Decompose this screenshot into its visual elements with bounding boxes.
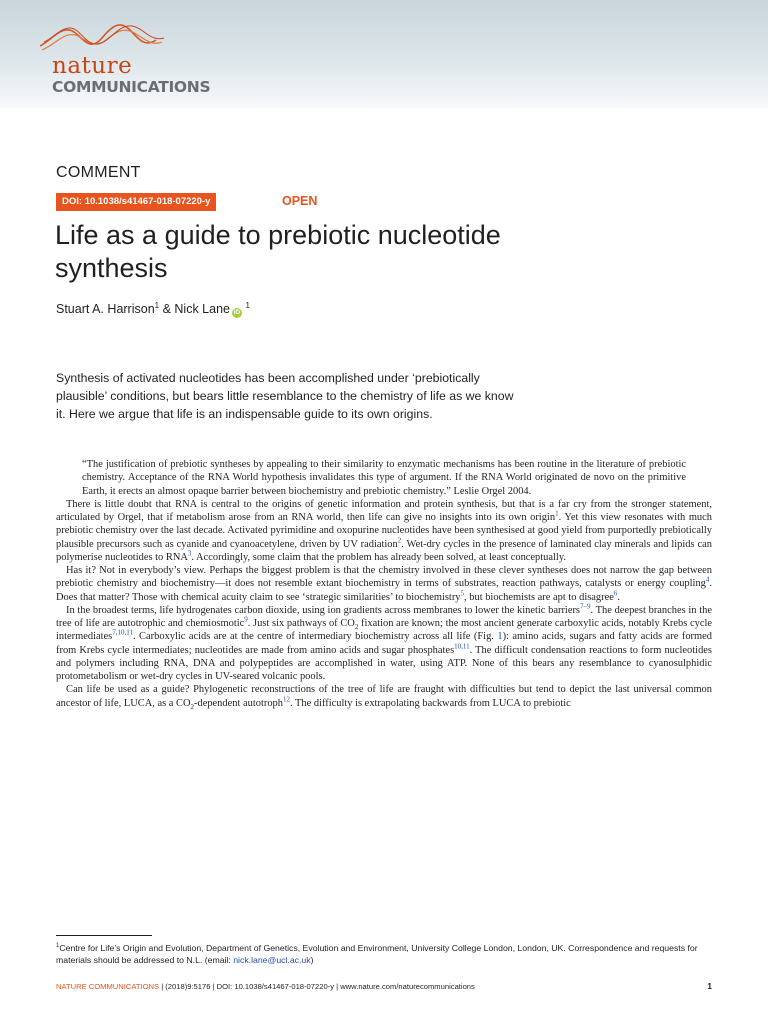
page-footer [56,982,712,991]
author-list [56,301,250,318]
author-harrison[interactable]: Stuart A. Harrison [56,302,155,317]
citation-link[interactable]: 2 [397,536,402,545]
citation-link[interactable]: 5 [460,589,465,598]
body-paragraph: In the broadest terms, life hydrogenates carbon dioxide, using ion gradients across membranes to lower the kinetic barriers$^{7-9}$. The deepest branches in the tree of life are autotrophic and chemiosmotic$^9$. Just six pathways of $CO_2$ fixation are known; the most ancient generate carboxylic acids, notably Krebs cycle intermediates$^{7,10,11}$. Carboxylic acids are at the centre of intermediary biochemistry across all life (Fig. 1): amino acids, sugars and fatty acids are formed from Krebs cycle intermediates; nucleotides are made from amino acids and sugar phosphates$^{10,11}$. The difficult condensation reactions to form nucleotides and polymers including RNA, DNA and polypeptides are accomplished in water, using ATP. None of this bears any resemblance to cyanosulphidic protometabolism or wet-dry cycles in UV-seared volcanic pools. [56,602,712,682]
citation-link[interactable]: 7–9 [580,602,591,611]
orcid-icon[interactable]: iD [233,309,241,317]
article-body [56,458,712,710]
affiliation-footnote: $^1$Centre for Life’s Origin and Evolution, Department of Genetics, Evolution and Environment, University College London, London, UK. Correspondence and requests for materials should be addressed to N.L. (email: nick.lane@ucl.ac.uk) [56,942,698,966]
body-paragraph: There is little doubt that RNA is central to the origins of genetic information and protein synthesis, but that is a far cry from the stronger statement, articulated by Orgel, that if metabolism arose from an RNA world, then life can give no insights into its own origin$^1$. Yet this view resonates with much prebiotic chemistry over the last decade. Activated pyrimidine and oxopurine nucleotides have been synthesised at good yield from purportedly prebiotically plausible precursors such as cyanide and cyanoacetylene, driven by UV radiation$^2$. Wet-dry cycles in the presence of laminated clay minerals and lipids can polymerise nucleotides to RNA$^3$. Accordingly, some claim that the problem has already been solved, at least conceptually. [56,498,713,563]
logo-communications-text: COMMUNICATIONS [52,78,211,96]
footer-citation: | (2018)9:5176 | DOI: 10.1038/s41467-018-07220-y | www.nature.com/naturecommunications [159,982,475,991]
citation-link[interactable]: 10,11 [454,642,470,651]
citation-link[interactable]: 12 [282,695,290,704]
article-section-label: COMMENT [56,164,141,181]
article-title: Life as a guide to prebiotic nucleotide synthesis [55,220,501,283]
logo-nature-text: nature [52,53,133,79]
email-link[interactable]: nick.lane@ucl.ac.uk [233,955,311,966]
body-paragraph: Has it? Not in everybody’s view. Perhaps the biggest problem is that the chemistry involved in these clever syntheses does not narrow the gap between prebiotic chemistry and biochemistry—it does not resemble extant biochemistry in terms of substrates, reaction pathways, catalysts or energy coupling$^4$. Does that matter? Those with chemical acuity claim to see ‘strategic similarities’ to biochemistry$^5$, but biochemists are apt to disagree$^6$. [56,565,712,603]
doi-badge[interactable]: DOI: 10.1038/s41467-018-07220-y [56,193,216,211]
footnote-divider [56,935,152,936]
body-paragraph: Can life be used as a guide? Phylogenetic reconstructions of the tree of life are fraught with difficulties but tend to depict the last universal common ancestor of life, LUCA, as a $CO_2$-dependent autotroph$^{12}$. The difficulty is extrapolating backwards from LUCA to prebiotic [56,684,712,711]
journal-banner [0,0,768,108]
author-lane[interactable]: Nick Lane [174,302,230,317]
affiliation-marker: 1 [245,301,250,310]
affiliation-marker: 1 [154,301,160,310]
citation-link[interactable]: 7,10,11 [112,628,133,637]
citation-link[interactable]: 4 [705,575,710,584]
article-abstract: Synthesis of activated nucleotides has been accomplished under ‘prebiotically plausible’ conditions, but bears little resemblance to the chemistry of life as we know it. Here we argue that life is an indispensable guide to its own origins. [56,371,514,421]
page-number: 1 [707,981,712,991]
citation-link[interactable]: 6 [613,589,618,598]
open-access-label: OPEN [282,194,318,208]
footnote-marker: 1 [56,943,60,949]
citation-link[interactable]: 9 [244,615,248,624]
epigraph-quote: “The justification of prebiotic syntheses by appealing to their similarity to enzymatic mechanisms has been routine in the literature of prebiotic chemistry. Acceptance of the RNA World hypothesis invalidates this type of argument. If the RNA World originated de novo on the primitive Earth, it erects an almost opaque barrier between biochemistry and prebiotic chemistry.” Leslie Orgel 2004. [82,459,686,497]
footer-journal-name: NATURE COMMUNICATIONS [56,982,160,991]
citation-link[interactable]: 1 [555,509,559,518]
figure-link[interactable]: 1 [497,631,503,643]
citation-link[interactable]: 3 [187,549,192,558]
author-separator: & [159,302,175,317]
